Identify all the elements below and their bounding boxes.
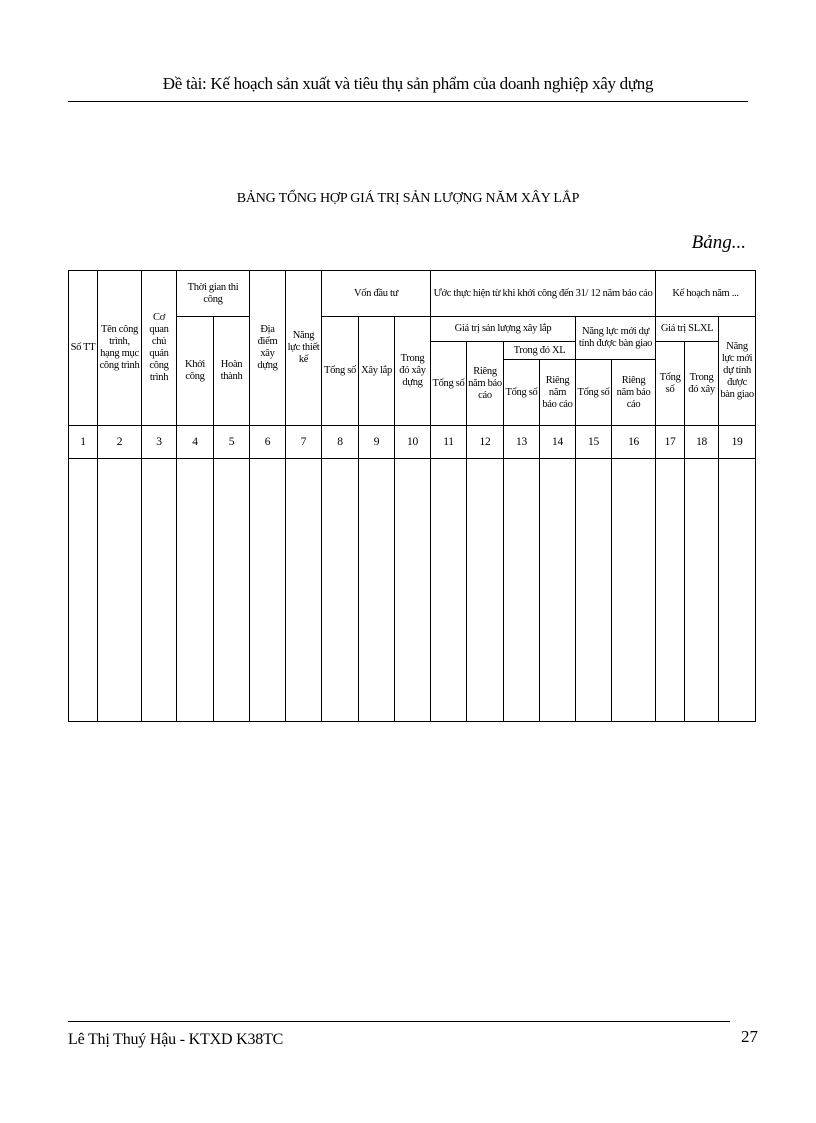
column-number: 12 [467,426,504,459]
header-row-1 [69,271,756,317]
col-header-von-dau-tu: Vốn đầu tư [322,271,431,317]
col-header-slxl-tong-so: Tổng số [656,342,685,426]
column-number: 2 [98,426,142,459]
footer-author: Lê Thị Thuý Hậu - KTXD K38TC [68,1031,284,1048]
column-number: 17 [656,426,685,459]
col-header-nang-luc-thiet-ke: Năng lực thiết kế [286,271,322,426]
column-number: 5 [214,426,250,459]
table-cell [431,459,467,722]
column-number: 6 [250,426,286,459]
column-number: 16 [612,426,656,459]
table-cell [395,459,431,722]
table-title: BẢNG TỔNG HỢP GIÁ TRỊ SẢN LƯỢNG NĂM XÂY LẮP [236,191,580,206]
col-header-nl-tong-so: Tổng số [576,360,612,426]
col-header-stt: Số TT [69,271,98,426]
table-cell [177,459,214,722]
table-cell [214,459,250,722]
col-header-kh-nang-luc-moi: Năng lực mới dự tính được bàn giao [719,317,756,426]
column-number: 9 [359,426,395,459]
header-divider [68,101,748,102]
column-number: 3 [142,426,177,459]
table-body-empty-row [69,459,756,722]
table-cell [656,459,685,722]
col-header-trong-do-xl: Trong đó XL [504,342,576,360]
table-cell [322,459,359,722]
col-header-von-tong-so: Tổng số [322,317,359,426]
column-number: 14 [540,426,576,459]
col-header-xl-tong-so: Tổng số [504,360,540,426]
column-number: 18 [685,426,719,459]
col-header-gia-tri-san-luong: Giá trị sản lượng xây lắp [431,317,576,342]
col-header-xl-rieng: Riêng năm báo cáo [540,360,576,426]
column-number: 19 [719,426,756,459]
col-header-ten-cong-trinh: Tên công trình, hạng mục công trình [98,271,142,426]
table-cell [286,459,322,722]
table-cell [719,459,756,722]
table-number-label: Bảng... [691,232,746,253]
col-header-von-xay-lap: Xây lắp [359,317,395,426]
table-cell [467,459,504,722]
page-number: 27 [741,1027,758,1046]
col-header-nl-rieng: Riêng năm báo cáo [612,360,656,426]
col-header-khoi-cong: Khởi công [177,317,214,426]
col-header-gt-rieng: Riêng năm báo cáo [467,342,504,426]
col-header-von-trong-do: Trong đó xây dựng [395,317,431,426]
col-header-gia-tri-slxl: Giá trị SLXL [656,317,719,342]
column-number-row [69,426,756,459]
table-cell [540,459,576,722]
column-number: 10 [395,426,431,459]
table-cell [250,459,286,722]
col-header-uoc-thuc-hien: Ước thực hiện từ khi khởi công đến 31/ 12 năm báo cáo [431,271,656,317]
table-cell [504,459,540,722]
col-header-nang-luc-moi: Năng lực mới dự tính được bàn giao [576,317,656,360]
summary-table [68,270,756,722]
column-number: 1 [69,426,98,459]
col-header-ke-hoach: Kế hoạch năm ... [656,271,756,317]
table-cell [359,459,395,722]
column-number: 15 [576,426,612,459]
col-header-thoi-gian: Thời gian thi công [177,271,250,317]
column-number: 7 [286,426,322,459]
page-header-title: Đề tài: Kế hoạch sản xuất và tiêu thụ sản phẩm của doanh nghiệp xây dựng [162,74,654,93]
footer-divider [68,1021,730,1022]
col-header-gt-tong-so: Tổng số [431,342,467,426]
table-cell [69,459,98,722]
table-cell [98,459,142,722]
table-cell [612,459,656,722]
column-number: 8 [322,426,359,459]
col-header-slxl-trong-do: Trong đó xây [685,342,719,426]
column-number: 4 [177,426,214,459]
col-header-co-quan: Cơ quan chủ quản công trình [142,271,177,426]
table-cell [142,459,177,722]
table-cell [576,459,612,722]
column-number: 11 [431,426,467,459]
col-header-hoan-thanh: Hoàn thành [214,317,250,426]
column-number: 13 [504,426,540,459]
table-cell [685,459,719,722]
col-header-dia-diem: Địa điểm xây dựng [250,271,286,426]
